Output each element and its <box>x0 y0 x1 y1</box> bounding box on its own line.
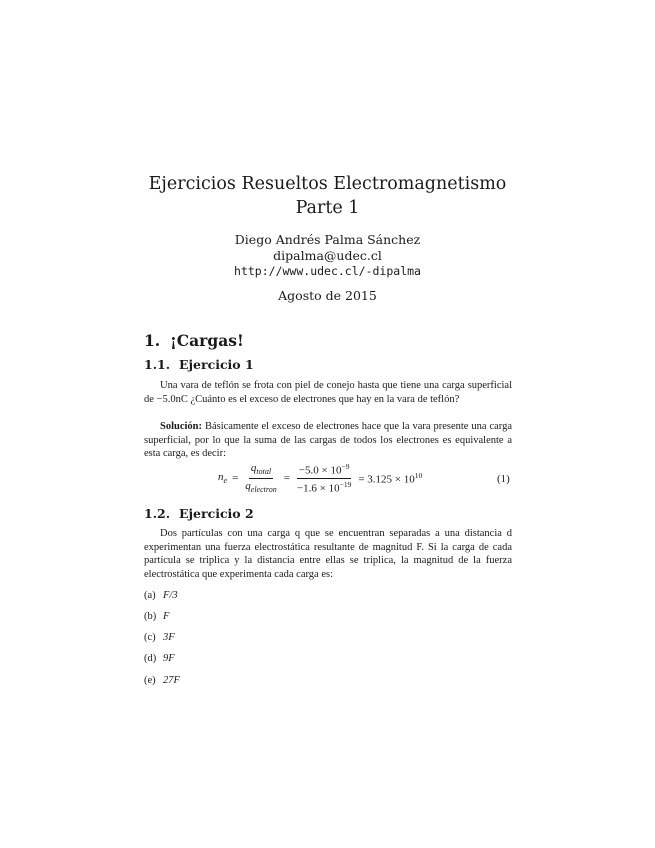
eq-fraction-numeric: $\frac{-5.0 \times 10^{-9}}{-1.6 \times 10^{-19}}$ <box>296 462 352 495</box>
eq-lhs: $n_e$ <box>218 471 228 486</box>
author-email: dipalma@udec.cl <box>273 248 382 263</box>
exercise-2-text: Dos partículas con una carga q que se encuentran separadas a una distancia d experimentan una fuerza electrostática resultante de magnitud F. Si la carga de cada partícula se triplica y la distancia entre ellas se triplica, la magnitud de la fuerza electrostática que experimenta cada carga es: <box>144 528 512 580</box>
author-name: Diego Andrés Palma Sánchez <box>234 232 421 247</box>
option-c: (c) 3F <box>144 632 175 643</box>
exercise-1-text: Una vara de teflón se frota con piel de conejo hasta que tiene una carga superficial de −5.0nC ¿Cuánto es el exceso de electrones que hay en la vara de teflón? <box>144 380 512 405</box>
subsection-heading-2 <box>144 506 254 521</box>
document-date: Agosto de 2015 <box>278 288 377 303</box>
subsection-number-2: 1.2. <box>144 506 171 521</box>
author-url[interactable]: http://www.udec.cl/-dipalma <box>234 264 421 278</box>
solution-label: Solución: <box>160 421 203 432</box>
exercise-1-statement <box>144 379 512 406</box>
title-line-2: Parte 1 <box>295 198 360 218</box>
eq-fraction-symbolic: $\frac{q_{total}}{q_{electron}}$ <box>245 462 277 494</box>
option-b: (b) F <box>144 611 170 622</box>
subsection-number-1: 1.1. <box>144 357 171 372</box>
section-heading <box>144 331 244 350</box>
solution-text: Básicamente el exceso de electrones hace que la vara presente una carga superficial, por lo que la suma de las cargas de todos los electrones es equivalente a esta carga, es decir: <box>144 421 512 459</box>
option-e: (e) 27F <box>144 675 180 686</box>
exercise-1-solution <box>144 420 512 461</box>
option-d: (d) 9F <box>144 653 175 664</box>
subsection-heading-1 <box>144 357 254 372</box>
section-number: 1. <box>144 331 161 350</box>
subsection-title-1: Ejercicio 1 <box>179 357 254 372</box>
equation-1: $n_e$ = $\frac{q_{total}}{q_{electron}}$ = $\frac{-5.0 \times 10^{-9}}{-1.6 \times 10^{-19}}$ = $3.125 \times 10^{10}$ <box>218 462 423 495</box>
section-title: ¡Cargas! <box>170 331 244 350</box>
option-a: (a) F/3 <box>144 590 178 601</box>
title-line-1: Ejercicios Resueltos Electromagnetismo <box>148 174 507 194</box>
subsection-title-2: Ejercicio 2 <box>179 506 254 521</box>
equation-number: (1) <box>497 473 510 485</box>
exercise-2-statement <box>144 527 512 581</box>
eq-result: = $3.125 \times 10^{10}$ <box>358 470 423 486</box>
